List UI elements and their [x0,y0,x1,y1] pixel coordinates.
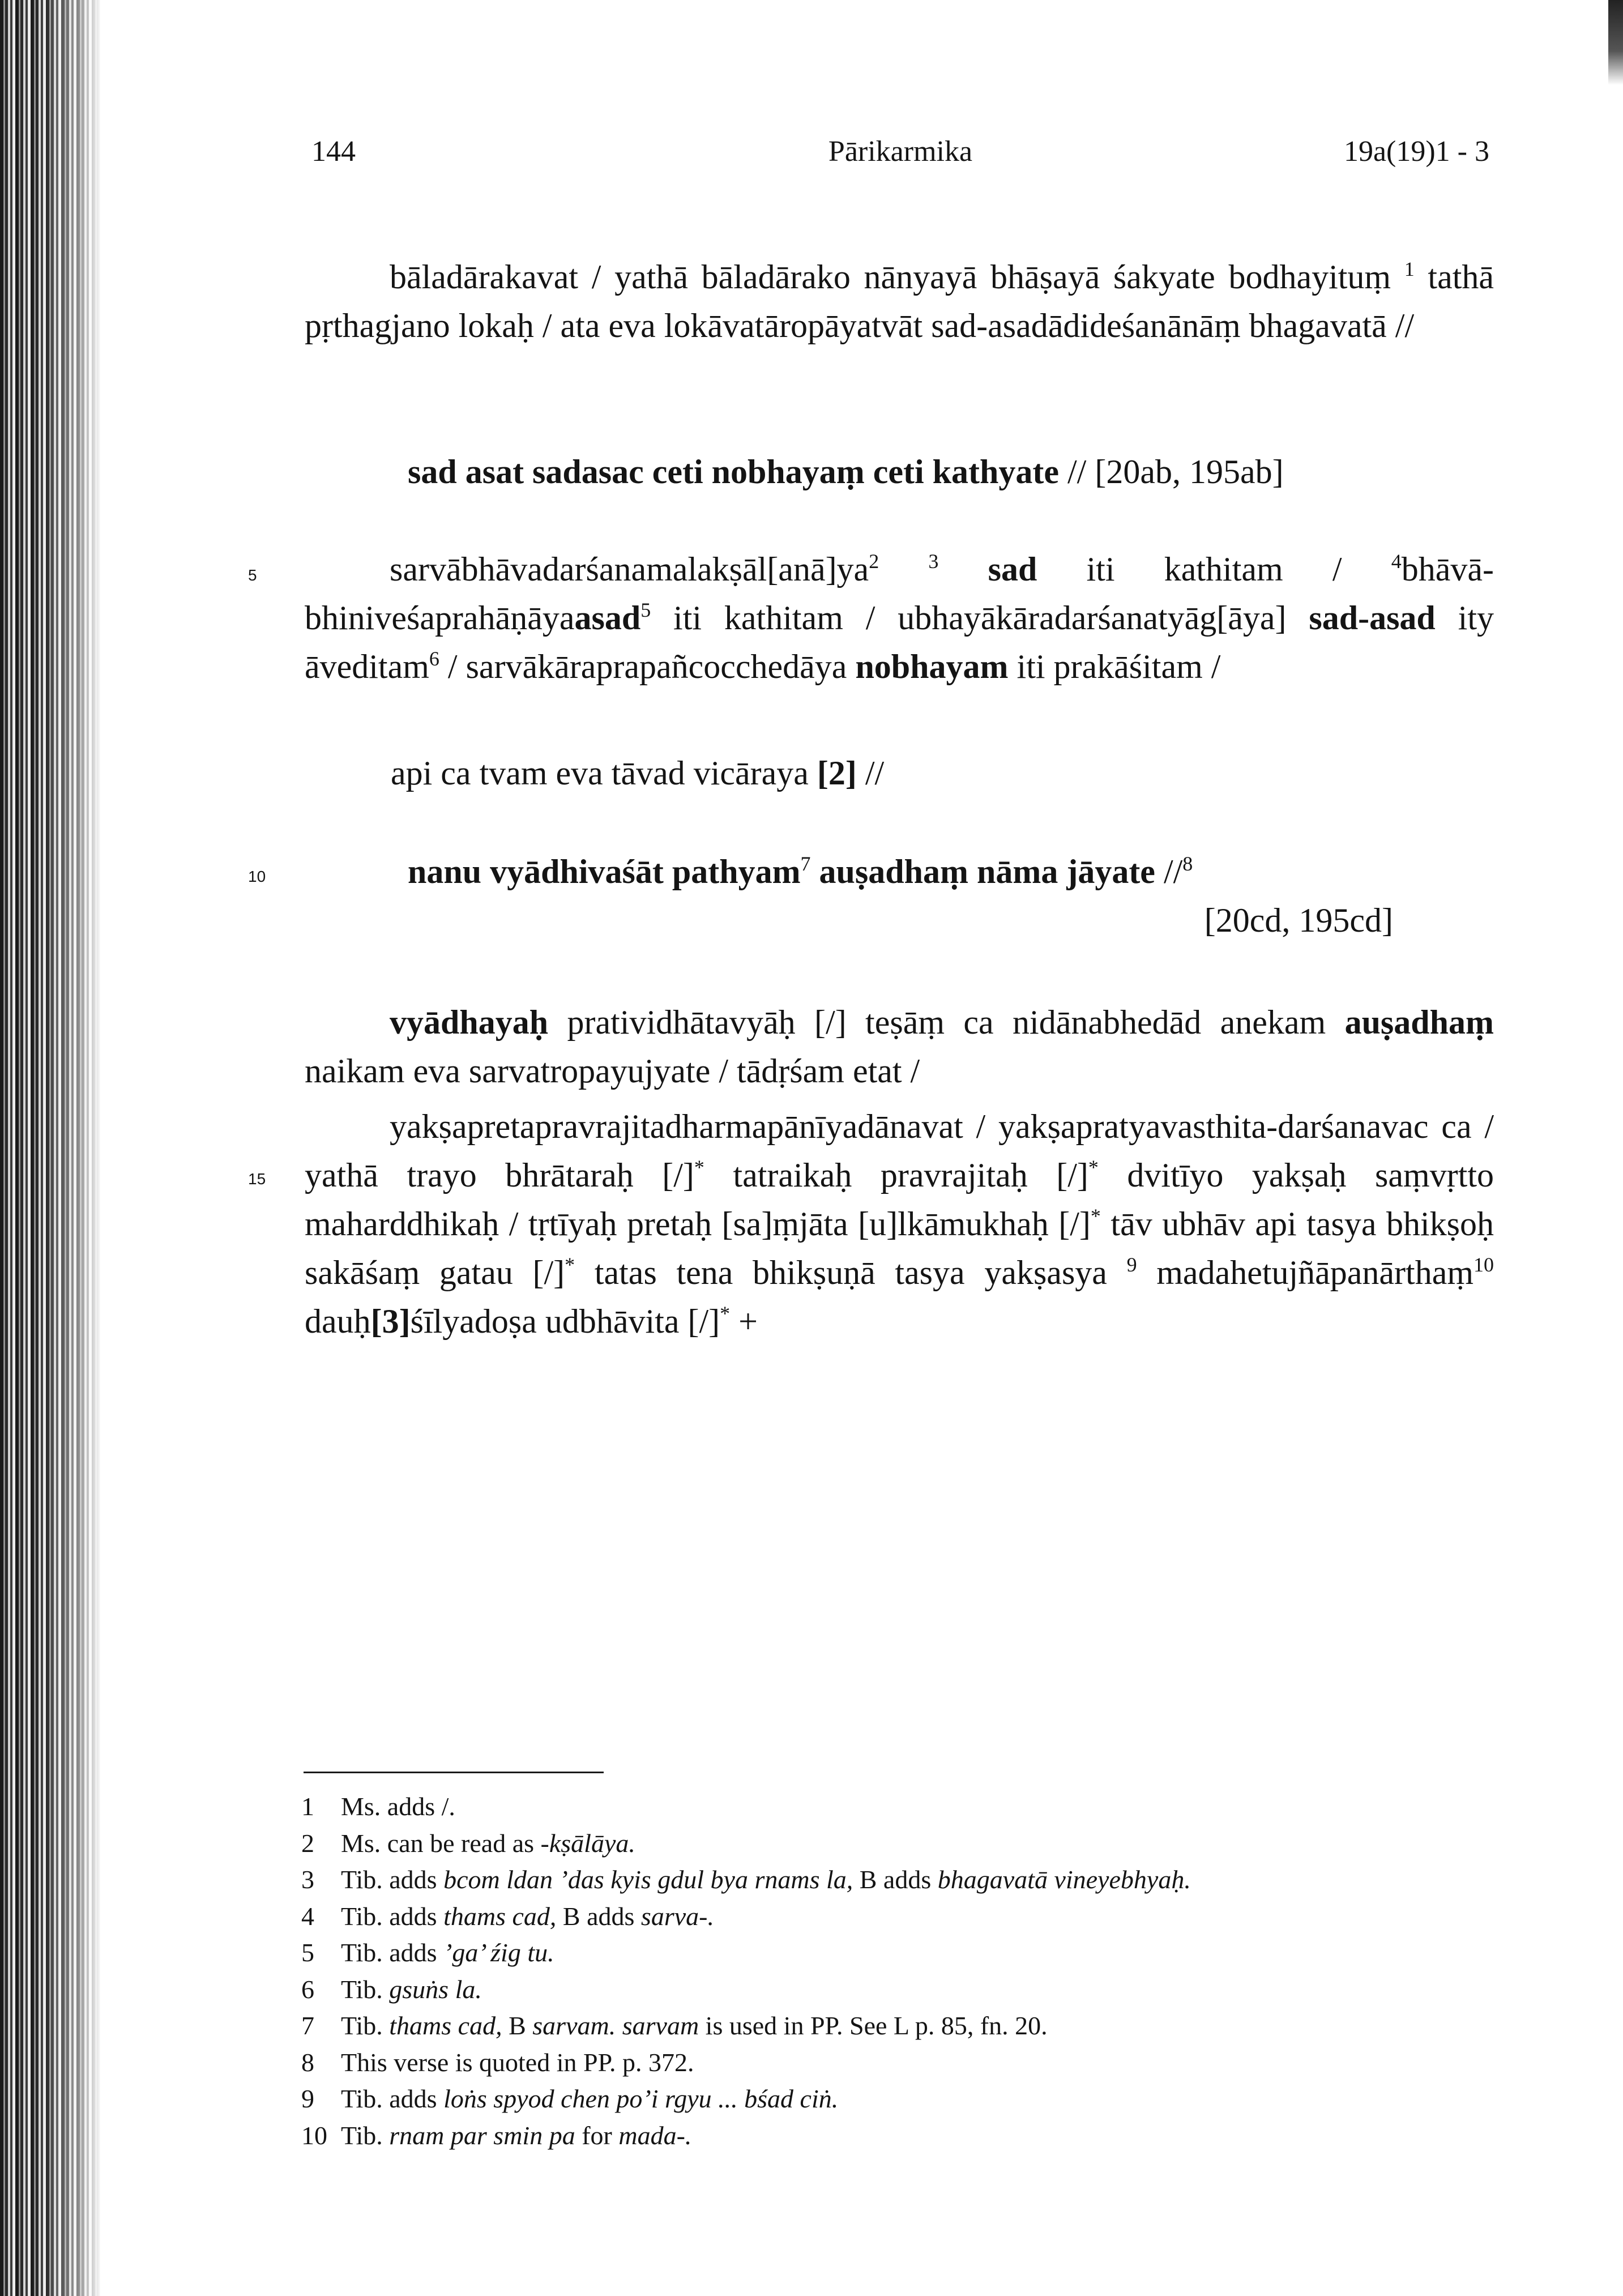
footnote-text: Ms. can be read as [341,1828,541,1858]
footnote-marker: 9 [1126,1253,1137,1276]
footnote-separator [304,1772,604,1773]
footnote-number: 10 [301,2120,327,2150]
bold-folio-marker: [2] [817,754,857,792]
verse-text: auṣadhaṃ nāma jāyate [810,853,1155,890]
footnote-text: Tib. adds [341,1865,444,1894]
paragraph-text: iti kathitam / [1037,550,1391,588]
editorial-mark: * [1090,1205,1101,1227]
verse-text: nanu vyādhivaśāt pathyam [408,853,801,890]
line-number-10: 10 [248,868,266,885]
paragraph-1 [305,253,1494,350]
footnote-text: B adds [853,1865,938,1894]
footnote-text: B adds [556,1901,641,1931]
verse-20ab [408,447,1484,496]
paragraph-text: pratividhātavyāḥ [/] teṣāṃ ca nidānabhedād anekam [548,1004,1345,1041]
paragraph-text: yakṣapretapravrajitadharmapānīyadānavat / yakṣapratyavasthita-darśanavac ca / yathā trayo bhrātaraḥ [/] [305,1108,1494,1194]
footnote-number: 8 [301,2047,314,2077]
footnote-2 [301,1825,1490,1862]
footnote-text: Ms. adds /. [341,1792,455,1821]
footnote-italic: thams cad, [443,1901,557,1931]
footnote-6 [301,1971,1490,2008]
page-number: 144 [311,135,356,168]
paragraph-text: ity āveditam [305,599,1494,685]
footnote-italic: loṅs spyod chen po’i rgyu ... bśad ciṅ. [443,2084,839,2113]
footnote-italic: sarva-. [640,1901,714,1931]
footnote-text: B [502,2011,533,2040]
footnote-text: Tib. [341,2120,390,2150]
footnote-text: for [575,2120,619,2150]
paragraph-text: iti kathitam / ubhayākāradarśanatyāg[āya] [651,599,1309,637]
verse-20cd [408,847,1484,945]
scan-binding-edge [0,0,102,2296]
footnote-text: Tib. [341,1974,390,2004]
paragraph-text: sarvābhāvadarśanamalakṣāl[anā]ya [390,550,869,588]
footnote-marker: 4 [1391,550,1402,573]
paragraph-text: tathā pṛthagjano lokaḥ / ata eva lokāvatāropāyatvāt sad-asadādideśanānāṃ bhagavatā // [305,258,1494,344]
paragraph-text: madahetujñāpanārthaṃ [1137,1254,1474,1291]
bold-term: nobhayam [855,648,1009,685]
footnote-number: 5 [301,1938,314,1967]
scan-corner-mark [1608,0,1623,85]
footnote-5 [301,1935,1490,1971]
line-number-15: 15 [248,1170,266,1188]
footnote-marker: 6 [429,647,439,670]
footnote-text: Tib. adds [341,2084,444,2113]
paragraph-text: iti prakāśitam / [1008,648,1221,685]
footnote-text: Tib. [341,2011,390,2040]
footnote-marker: 3 [928,550,939,573]
footnote-number: 7 [301,2011,314,2040]
paragraph-text: + [730,1303,758,1340]
footnote-4 [301,1898,1490,1935]
editorial-mark: * [565,1253,575,1276]
footnote-italic: thams cad, [389,2011,502,2040]
footnote-marker: 8 [1182,852,1193,875]
footnote-9 [301,2081,1490,2118]
footnote-marker: 2 [869,550,879,573]
footnote-3 [301,1862,1490,1898]
footnote-number: 1 [301,1792,314,1821]
footnote-italic: bcom ldan ’das kyis gdul bya rnams la, [443,1865,853,1894]
footnote-italic: gsuṅs la. [389,1974,482,2004]
running-title: Pārikarmika [828,135,973,168]
editorial-mark: * [694,1156,704,1179]
bold-term: vyādhayaḥ [390,1004,549,1041]
footnote-10 [301,2118,1490,2154]
bold-folio-marker: [3] [370,1303,411,1340]
footnote-7 [301,2008,1490,2045]
footnote-text: Tib. adds [341,1938,444,1967]
paragraph-3 [391,749,884,797]
paragraph-text: // [856,754,885,792]
paragraph-text: naikam eva sarvatropayujyate / tādṛśam etat / [305,1052,920,1090]
paragraph-2 [305,545,1494,691]
footnote-text: This verse is quoted in PP. p. 372. [341,2047,694,2077]
paragraph-text: tatas tena bhikṣuṇā tasya yakṣasya [575,1254,1127,1291]
footnote-italic: sarvam. sarvam [532,2011,699,2040]
paragraph-text: dvitīyo yakṣaḥ saṃvṛtto maharddhikaḥ / tṛtīyaḥ pretaḥ [sa]ṃjāta [u]lkāmukhaḥ [/] [305,1156,1494,1243]
running-header [311,135,1489,180]
folio-reference: 19a(19)1 - 3 [1343,135,1489,168]
footnote-1 [301,1789,1490,1825]
footnote-marker: 1 [1404,258,1415,280]
footnote-italic: mada-. [618,2120,692,2150]
bold-term: sad-asad [1309,599,1436,637]
verse-text: // [1155,853,1183,890]
paragraph-text: śīlyadoṣa udbhāvita [/] [410,1303,720,1340]
footnote-italic: -kṣālāya. [540,1828,635,1858]
footnote-number: 9 [301,2084,314,2113]
footnote-number: 6 [301,1974,314,2004]
paragraph-text: api ca tvam eva tāvad vicāraya [391,754,817,792]
footnote-italic: ’ga’ źig tu. [443,1938,554,1967]
footnotes [301,1789,1490,2154]
paragraph-4 [305,998,1494,1095]
bold-term: asad [574,599,641,637]
bold-term: sad [988,550,1037,588]
paragraph-5 [305,1102,1494,1346]
paragraph-text: / sarvākāraprapañcocchedāya [439,648,856,685]
paragraph-text: dauḥ [305,1303,371,1340]
verse-reference: // [20ab, 195ab] [1059,453,1284,490]
footnote-text: Tib. adds [341,1901,444,1931]
verse-reference: [20cd, 195cd] [1204,902,1393,939]
footnote-text: is used in PP. See L p. 85, fn. 20. [699,2011,1048,2040]
paragraph-text: tāv ubhāv api tasya bhikṣoḥ sakāśaṃ gatau [/] [305,1205,1494,1291]
footnote-number: 2 [301,1828,314,1858]
footnote-number: 4 [301,1901,314,1931]
footnote-number: 3 [301,1865,314,1894]
footnote-marker: 10 [1473,1253,1494,1276]
footnote-8 [301,2045,1490,2081]
footnote-marker: 7 [800,852,811,875]
paragraph-text: bhāvā-bhiniveśaprahāṇāya [305,550,1494,637]
footnote-italic: rnam par smin pa [389,2120,575,2150]
editorial-mark: * [720,1302,731,1325]
editorial-mark: * [1088,1156,1099,1179]
paragraph-text: bāladārakavat / yathā bāladārako nānyayā bhāṣayā śakyate bodhayituṃ [390,258,1404,296]
verse-text: sad asat sadasac ceti nobhayaṃ ceti kathyate [408,453,1059,490]
bold-term: auṣadhaṃ [1344,1004,1494,1041]
footnote-marker: 5 [640,599,651,621]
line-number-5: 5 [248,566,257,584]
paragraph-text: tatraikaḥ pravrajitaḥ [/] [704,1156,1088,1194]
footnote-italic: bhagavatā vineyebhyaḥ. [937,1865,1191,1894]
